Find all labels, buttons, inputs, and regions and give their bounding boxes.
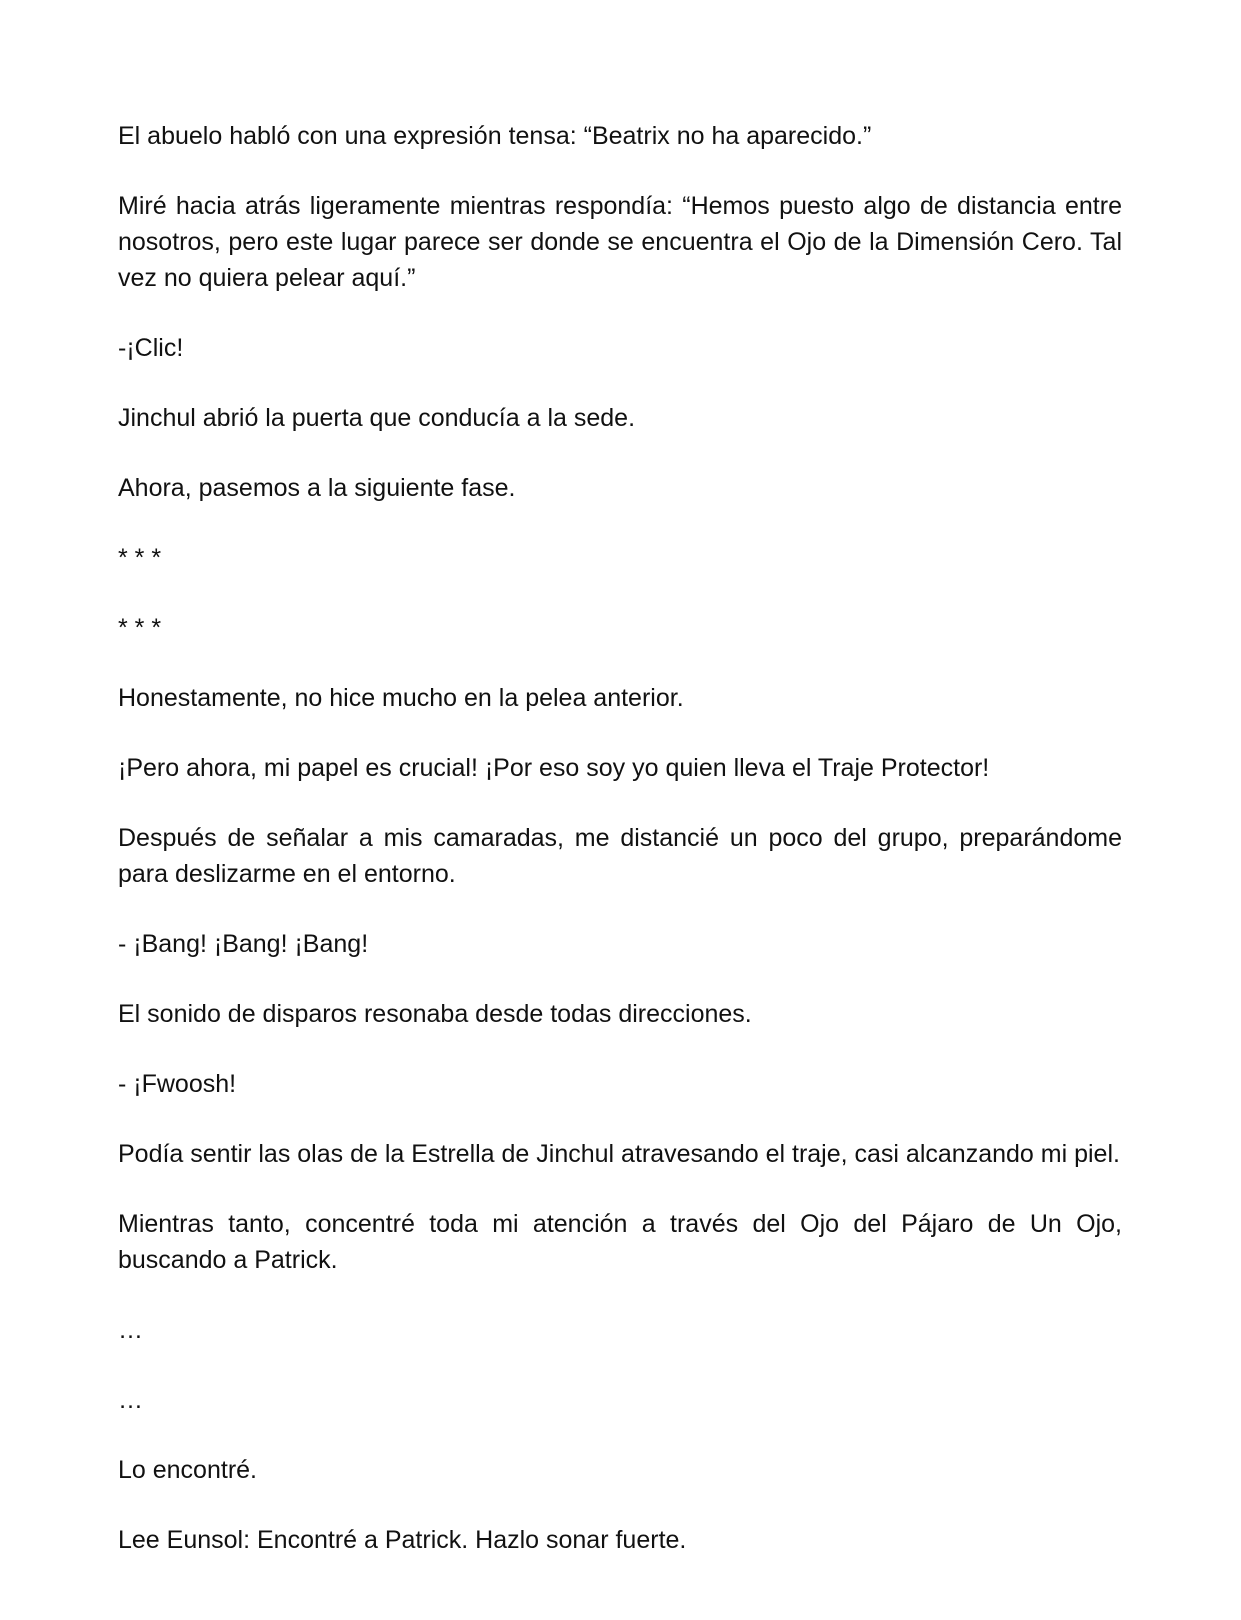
paragraph: Miré hacia atrás ligeramente mientras respondía: “Hemos puesto algo de distancia entre nosotros, pero este lugar parece ser donde se encuentra el Ojo de la Dimensión Cero. Tal vez no quiera pelear aquí.” [118, 192, 1122, 292]
ellipsis-line: … [118, 1386, 143, 1414]
document-body [118, 118, 1122, 1558]
paragraph: - ¡Fwoosh! [118, 1070, 237, 1098]
paragraph: Lee Eunsol: Encontré a Patrick. Hazlo sonar fuerte. [118, 1526, 687, 1554]
paragraph: Lo encontré. [118, 1456, 257, 1484]
paragraph: El sonido de disparos resonaba desde todas direcciones. [118, 1000, 752, 1028]
paragraph: ¡Pero ahora, mi papel es crucial! ¡Por eso soy yo quien lleva el Traje Protector! [118, 754, 990, 782]
paragraph: Ahora, pasemos a la siguiente fase. [118, 474, 516, 502]
paragraph: El abuelo habló con una expresión tensa: “Beatrix no ha aparecido.” [118, 122, 872, 150]
ellipsis-line: … [118, 1316, 143, 1344]
scene-break: * * * [118, 614, 162, 642]
paragraph: Jinchul abrió la puerta que conducía a la sede. [118, 404, 636, 432]
paragraph: Honestamente, no hice mucho en la pelea anterior. [118, 684, 684, 712]
paragraph: Mientras tanto, concentré toda mi atención a través del Ojo del Pájaro de Un Ojo, buscando a Patrick. [118, 1210, 1122, 1274]
scene-break: * * * [118, 544, 162, 572]
paragraph: Podía sentir las olas de la Estrella de Jinchul atravesando el traje, casi alcanzando mi piel. [118, 1140, 1120, 1168]
paragraph: Después de señalar a mis camaradas, me distancié un poco del grupo, preparándome para deslizarme en el entorno. [118, 824, 1122, 888]
paragraph: - ¡Bang! ¡Bang! ¡Bang! [118, 930, 369, 958]
paragraph: -¡Clic! [118, 334, 184, 362]
